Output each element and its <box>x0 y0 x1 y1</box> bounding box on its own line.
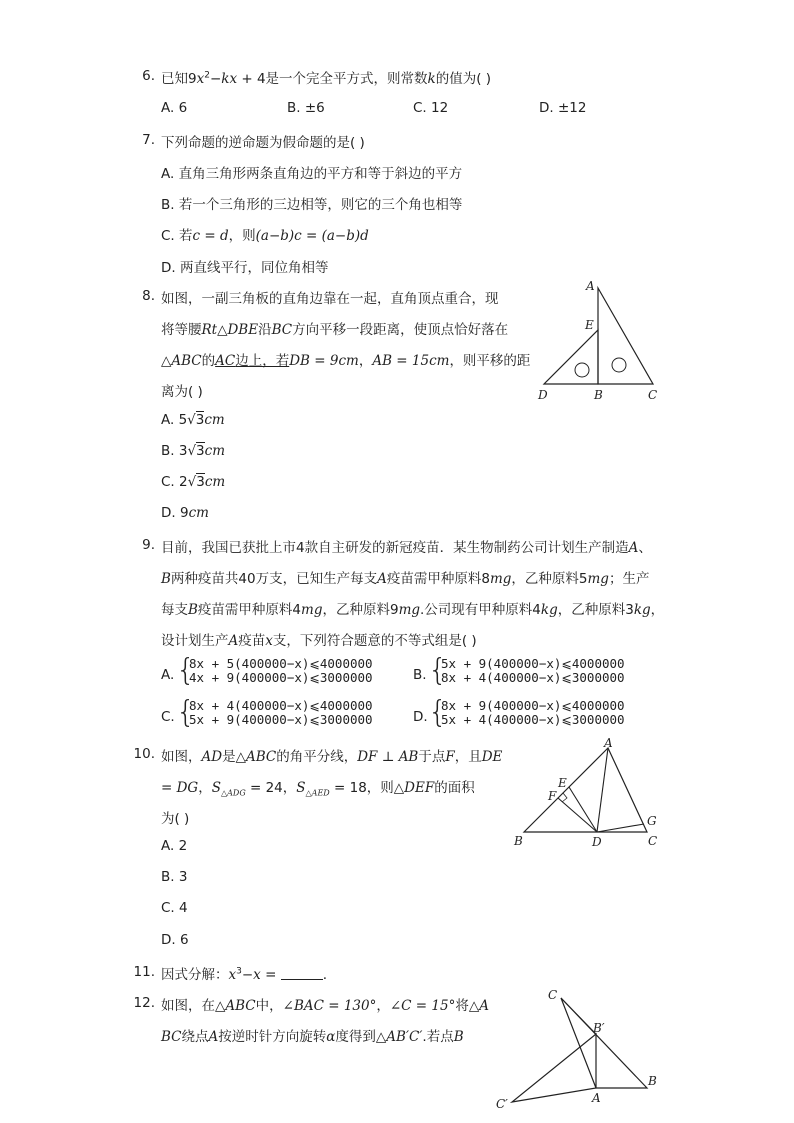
label-b: B <box>594 388 603 402</box>
inequality-system: 8x + 4(400000−x)⩽4000000 5x + 9(400000−x)⩽3000000 <box>189 698 373 727</box>
option-a[interactable]: A. 6 <box>161 100 188 116</box>
label-c: C <box>648 388 658 402</box>
question-stem: 因式分解：$x^3-x$ = . <box>161 966 327 983</box>
option-d[interactable]: D. 两直线平行，同位角相等 <box>161 260 329 276</box>
question-number: 10. <box>133 746 155 762</box>
option-a[interactable]: A. 直角三角形两条直角边的平方和等于斜边的平方 <box>161 166 463 182</box>
label-b-prime: B′ <box>593 1021 605 1035</box>
question-line: △ABC的AC边上，若DB = 9cm，AB = 15cm，则平移的距 <box>161 353 531 369</box>
hole-circle <box>612 358 626 372</box>
option-label: C. <box>161 709 175 725</box>
triangle-ab1c1 <box>512 1034 596 1102</box>
option-c[interactable]: C. 4 <box>161 900 188 916</box>
figure-q10 <box>508 735 668 853</box>
question-line: 每支B疫苗需甲种原料4mg，乙种原料9mg.公司现有甲种原料4kg，乙种原料3kg， <box>161 602 665 618</box>
inequality-system: 8x + 5(400000−x)⩽4000000 4x + 9(400000−x)⩽3000000 <box>189 656 373 685</box>
label-c-prime: C′ <box>496 1097 508 1111</box>
label-a: A <box>604 736 613 750</box>
option-c[interactable]: C. 12 <box>413 100 449 116</box>
question-line: 如图，AD是△ABC的角平分线，DF ⊥ AB于点F，且DE <box>161 749 503 765</box>
option-a[interactable]: A. 5√3cm <box>161 412 225 428</box>
figure-q12 <box>490 982 670 1116</box>
option-b[interactable]: B. 3 <box>161 869 188 885</box>
label-e: E <box>558 776 567 790</box>
question-line: 设计划生产A疫苗x支，下列符合题意的不等式组是( ) <box>161 633 477 649</box>
inequality-system: 5x + 9(400000−x)⩽4000000 8x + 4(400000−x)⩽3000000 <box>441 656 625 685</box>
question-number: 8. <box>142 288 155 304</box>
segment-cb1 <box>561 998 596 1034</box>
question-number: 12. <box>133 995 155 1011</box>
label-e: E <box>585 318 594 332</box>
segment-de <box>569 787 597 832</box>
question-line: 为( ) <box>161 811 190 827</box>
option-b[interactable]: B. 3√3cm <box>161 443 226 459</box>
label-b: B <box>514 834 523 848</box>
segment-ad <box>597 748 608 832</box>
question-line: = DG，$S_{\triangle ADG} = 24$，$S_{\triangle AED} = 18$，则△DEF的面积 <box>161 780 475 798</box>
question-line: 如图，一副三角板的直角边靠在一起，直角顶点重合，现 <box>161 291 499 307</box>
question-line: B两种疫苗共40万支，已知生产每支A疫苗需甲种原料8mg，乙种原料5mg；生产 <box>161 571 650 587</box>
segment-dg <box>597 824 644 832</box>
option-label: D. <box>413 709 428 725</box>
question-line: BC绕点A按逆时针方向旋转α度得到△AB′C′.若点B <box>161 1029 464 1045</box>
triangle-abc <box>524 748 647 832</box>
option-d[interactable]: D. 9cm <box>161 505 209 521</box>
label-g: G <box>647 814 657 828</box>
question-stem: 下列命题的逆命题为假命题的是( ) <box>161 135 365 151</box>
option-c[interactable]: C. 若c = d，则(a−b)c = (a−b)d <box>161 228 369 244</box>
label-f: F <box>548 789 557 803</box>
segment-df <box>558 798 597 832</box>
option-c[interactable]: C. 2√3cm <box>161 474 226 490</box>
question-line: 将等腰Rt△DBE沿BC方向平移一段距离，使顶点恰好落在 <box>161 322 509 338</box>
label-c: C <box>548 988 558 1002</box>
option-d[interactable]: D. 6 <box>161 932 189 948</box>
option-b[interactable]: B. 若一个三角形的三边相等，则它的三个角也相等 <box>161 197 463 213</box>
label-b: B <box>648 1074 657 1088</box>
label-d: D <box>538 388 548 402</box>
option-a[interactable]: A. 2 <box>161 838 188 854</box>
option-b[interactable]: B. ±6 <box>287 100 325 116</box>
label-a: A <box>586 279 595 293</box>
triangle-dbe <box>544 330 598 384</box>
question-number: 7. <box>142 132 155 148</box>
option-label: B. <box>413 667 427 683</box>
question-line: 如图，在△ABC中，∠BAC = 130°，∠C = 15°将△A <box>161 998 489 1014</box>
figure-q8 <box>530 278 660 403</box>
label-d: D <box>592 835 602 849</box>
answer-blank[interactable] <box>281 967 323 980</box>
option-label: A. <box>161 667 175 683</box>
label-c: C <box>648 834 658 848</box>
question-number: 6. <box>142 68 155 84</box>
hole-circle <box>575 363 589 377</box>
question-number: 9. <box>142 537 155 553</box>
question-number: 11. <box>133 964 155 980</box>
option-d[interactable]: D. ±12 <box>539 100 587 116</box>
question-line: 离为( ) <box>161 384 203 400</box>
triangle-abc <box>598 288 653 384</box>
question-line: 目前，我国已获批上市4款自主研发的新冠疫苗．某生物制药公司计划生产制造A、 <box>161 540 652 556</box>
inequality-system: 8x + 9(400000−x)⩽4000000 5x + 4(400000−x)⩽3000000 <box>441 698 625 727</box>
right-angle-mark <box>562 793 567 802</box>
question-stem: 已知$9x^2-kx + 4$是一个完全平方式，则常数k的值为( ) <box>161 70 492 87</box>
label-a: A <box>592 1091 601 1105</box>
